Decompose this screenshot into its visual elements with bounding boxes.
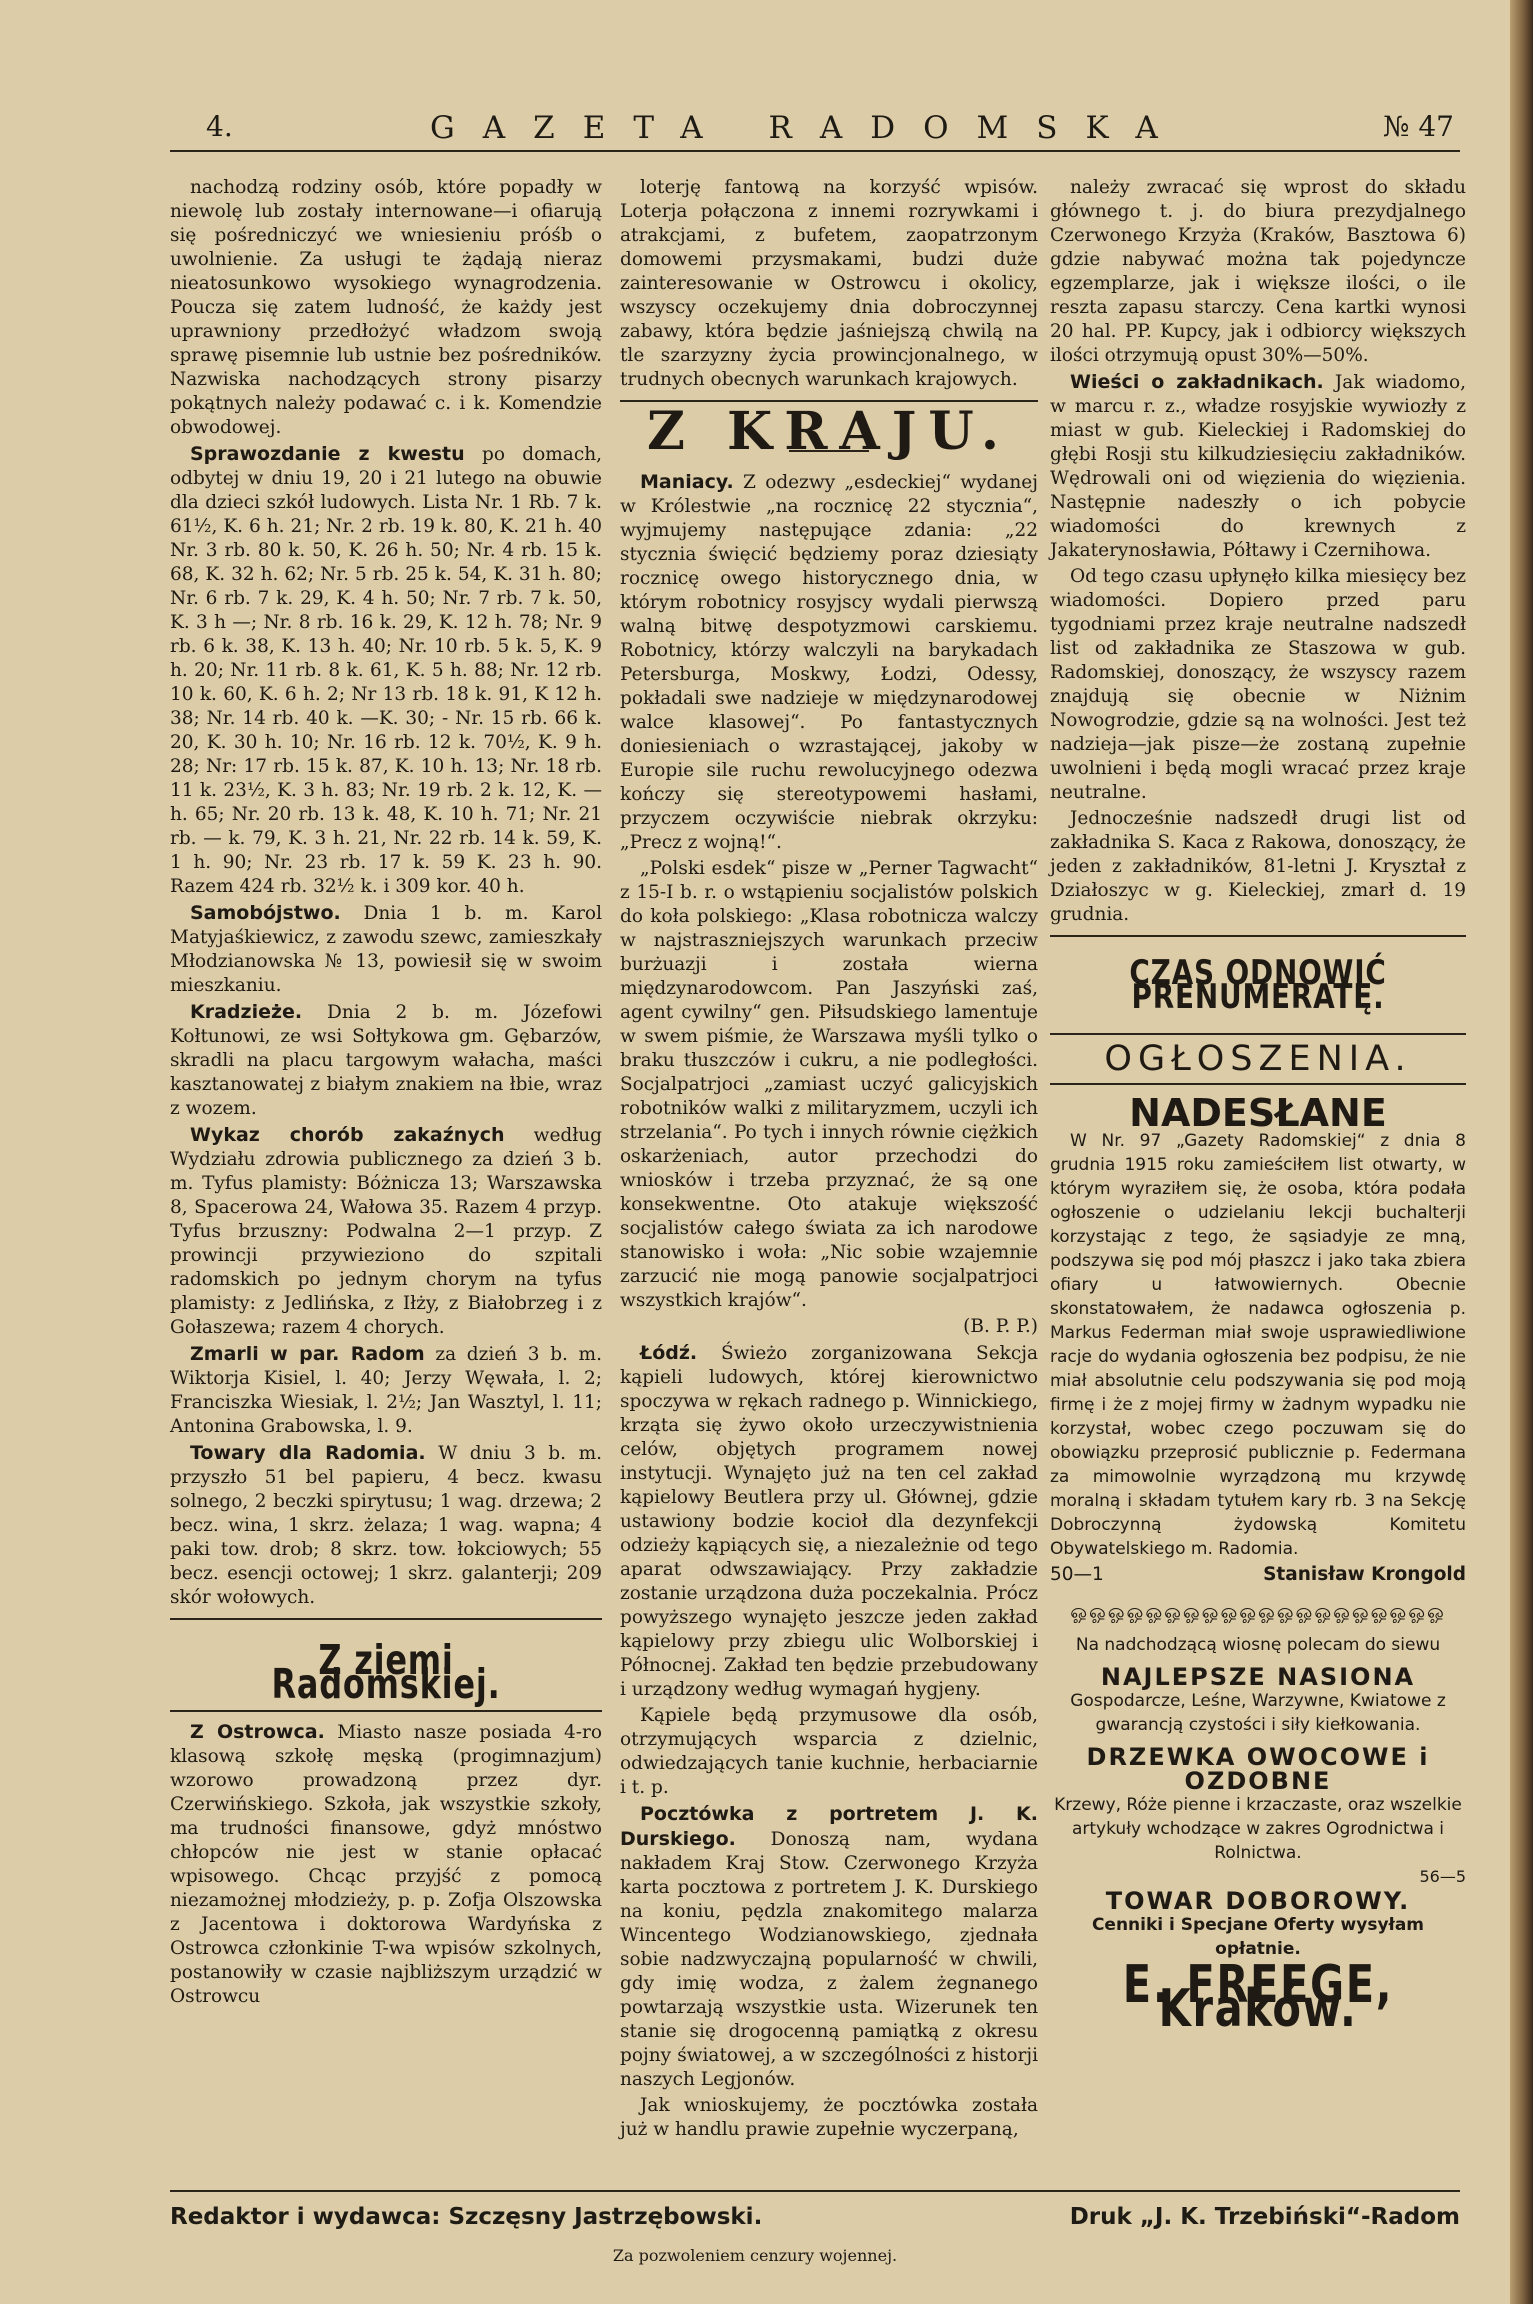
article-text: W dniu 3 b. m. przyszło 51 bel papieru, 4 becz. kwasu solnego, 2 beczki spirytusu; 1 wag. drzewa; 2 becz. wina, 1 skrz. żelaza; 1 wag. wapna; 4 paki tow. drob; 8 skrz. tow. łokciowych; 55 becz. esencji octowej; 1 skrz. galanterji; 209 skór wołowych. xyxy=(170,1443,602,1608)
article-text: Jak wnioskujemy, że pocztówka została już w handlu prawie zupełnie wyczerpaną, xyxy=(620,2095,1038,2140)
page-edge xyxy=(1510,0,1533,2304)
article-maniacy xyxy=(620,470,1038,855)
article-text: „Polski esdek“ pisze w „Perner Tagwacht“ z 15-I b. r. o wstąpieniu socjalistów polskich do koła polskiego: „Klasa robotnicza walczy w najstraszniejszych warunkach przeciw burżuazji i została wierna międzynarodowcom. Pan Jaszyński zaś, agent cywilny“ gen. Piłsudskiego lamentuje w swem piśmie, że Warszawa myśli tylko o braku tłuszczów i cukru, a nie podległości. Socjalpatrjoci „zamiast uczyć galicyjskich robotników walki z militaryzmem, uczyli ich strzelania“. Po tych i innych równie ciężkich oskarżeniach, autor przechodzi do wniosków i trzeba przyznać, że są one konsekwentne. Oto atakuje większość socjalistów całego świata za ich narodowe stanowisko i woła: „Nic sobie wzajemnie zarzucić nie mogą panowie socjalpatrjoci wszystkich krajów“. xyxy=(620,858,1038,1311)
article-text: Kąpiele będą przymusowe dla osób, otrzymujących wsparcia z dzielnic, odwiedzających tanie kuchnie, herbaciarnie i t. p. xyxy=(620,1705,1038,1798)
footer-rule xyxy=(170,2190,1460,2192)
article-wiesci xyxy=(1050,370,1466,563)
newspaper-title: GAZETA RADOMSKA xyxy=(430,110,1186,146)
ad-nasiona: NAJLEPSZE NASIONA xyxy=(1100,1663,1416,1691)
ad-intro: Na nadchodzącą wiosnę polecam do siewu xyxy=(1075,1635,1441,1655)
page-number: 4. xyxy=(206,110,233,143)
ads-heading: OGŁOSZENIA. xyxy=(1104,1039,1412,1079)
ad-cenniki: Cenniki i Specjane Oferty wysyłam opłatnie. xyxy=(1091,1915,1425,1959)
masthead xyxy=(170,106,1460,146)
article-pocztowka xyxy=(620,1802,1038,2092)
article-text: loterję fantową na korzyść wpisów. Loterja połączona z innemi rozrywkami i atrakcjami, z bufetem, zaopatrzonym domowemi przysmakami, budzi duże zainteresowanie w Ostrowcu i okolicy, wszyscy oczekujemy dnia dobroczynnej zabawy, która będzie jaśniejszą chwilą na tle szarzyzny życia prowincjonalnego, w trudnych obecnych warunkach krajowych. xyxy=(620,177,1038,390)
section-rule xyxy=(170,1710,602,1712)
ref-number: 50—1 xyxy=(1050,1564,1104,1585)
section-heading-z-ziemi: Z ziemi Radomskiej. xyxy=(271,1636,501,1708)
article-text: Z odezwy „esdeckiej“ wydanej w Królestwie „na rocznicę 22 stycznia“, wyjmujemy następujące zdania: „22 stycznia święcić będziemy poraz dziesiąty rocznicę owego historycznego dnia, w którym robotnicy rosyjscy wydali pierwszą walną bitwę despotyzmowi carskiemu. Robotnicy, którzy walczyli na barykadach Petersburga, Moskwy, Łodzi, Odessy, pokładali swe nadzieje w międzynarodowej walce klasowej“. Po fantastycznych doniesieniach o wzrastającej, jakoby w Europie sile ruchu rewolucyjnego odezwa kończy się stereotypowemi hasłami, przyczem oczywiście niebrak okrzyku: „Precz z wojną!“. xyxy=(620,472,1038,853)
article-text: według Wydziału zdrowia publicznego za dzień 3 b. m. Tyfus plamisty: Bóżnicza 13; Warszawska 8, Spacerowa 24, Wałowa 35. Razem 4 przyp. Tyfus brzuszny: Podwalna 2—1 przyp. Z prowincji przywieziono do szpitali radomskich po jednym chorym na tyfus plamisty: z Jedlińska, z Iłży, z Białobrzeg i z Gołaszewa; razem 4 chorych. xyxy=(170,1125,602,1338)
printer-line: Druk „J. K. Trzebiński“-Radom xyxy=(1069,2204,1460,2230)
column-3 xyxy=(1050,176,1466,2039)
section-rule xyxy=(170,1618,602,1620)
byline: (B. P. P.) xyxy=(963,1316,1038,1337)
masthead-rule xyxy=(170,150,1460,152)
signature: Stanisław Krongold xyxy=(1263,1564,1466,1585)
article-heading: Kradzieże. xyxy=(190,1001,303,1023)
article-text: Od tego czasu upłynęło kilka miesięcy bez wiadomości. Dopiero przed paru tygodniami przez kraje neutralne nadszedł list od zakładnika ze Staszowa w gub. Radomskiej, donoszący, że wszyscy razem znajdują się obecnie w Niżnim Nowogrodzie, gdzie są na wolności. Jest też nadzieja—jak pisze—że zostaną zupełnie uwolnieni i będą mogli wracać przez kraje neutralne. xyxy=(1050,566,1466,803)
section-heading-z-kraju: Z KRAJU. xyxy=(646,401,1012,462)
ad-ref: 56—5 xyxy=(1419,1867,1466,1886)
article-heading: Pocztówka z portretem J. K. Durskiego. xyxy=(620,1803,1038,1850)
article-heading: Wykaz chorób zakaźnych xyxy=(190,1124,505,1146)
ornamental-border: ஓஓஓஓஓஓஓஓஓஓஓஓஓஓஓஓஓஓஓஓ xyxy=(1070,1599,1446,1623)
article-text: po domach, odbytej w dniu 19, 20 i 21 lutego na obuwie dla dzieci szkół ludowych. Lista Nr. 1 Rb. 7 k. 61½, K. 6 h. 21; Nr. 2 rb. 19 k. 80, K. 21 h. 40 Nr. 3 rb. 80 k. 50, K. 26 h. 50; Nr. 4 rb. 15 k. 68, K. 32 h. 62; Nr. 5 rb. 25 k. 54, K. 31 h. 80; Nr. 6 rb. 7 k. 29, K. 4 h. 50; Nr. 7 rb. 7 k. 50, K. 3 h —; Nr. 8 rb. 16 k. 29, K. 12 h. 78; Nr. 9 rb. 6 k. 38, K. 13 h. 40; Nr. 10 rb. 5 k. 5, K. 9 h. 20; Nr. 11 rb. 8 k. 61, K. 5 h. 88; Nr. 12 rb. 10 k. 60, K. 6 h. 2; Nr 13 rb. 18 k. 91, K 12 h. 38; Nr. 14 rb. 40 k. —K. 30; - Nr. 15 rb. 66 k. 20, K. 30 h. 10; Nr. 16 rb. 12 k. 70½, K. 9 h. 28; Nr: 17 rb. 15 k. 87, K. 10 h. 13; Nr. 18 rb. 11 k. 23½, K. 3 h. 83; Nr. 19 rb. 2 k. 12, K. — h. 65; Nr. 20 rb. 13 k. 48, K. 10 h. 71; Nr. 21 rb. — k. 79, K. 3 h. 21, Nr. 22 rb. 14 k. 59, K. 1 h. 90; Nr. 23 rb. 17 k. 59 K. 23 h. 90. Razem 424 rb. 32½ k. i 309 kor. 40 h. xyxy=(170,444,602,897)
article-text: Jak wiadomo, w marcu r. z., władze rosyjskie wywiozły z miast w gub. Kieleckiej i Radomskiej do głębi Rosji stu kilkudziesięciu zakładników. Wędrowali oni od więzienia do więzienia. Następnie nadeszły o ich pobycie wiadomości do krewnych z Jakaterynosławia, Półtawy i Czernihowa. xyxy=(1050,372,1466,561)
article-ostrowca xyxy=(170,1720,602,2009)
article-heading: Towary dla Radomia. xyxy=(190,1442,426,1464)
article-lodz xyxy=(620,1341,1038,1702)
ad-drzewka-desc: Krzewy, Róże pienne i krzaczaste, oraz wszelkie artykuły wchodzące w zakres Ogrodnictwa i Rolnictwa. xyxy=(1054,1795,1462,1863)
article-samobojstwo xyxy=(170,901,602,998)
article-text: Dnia 2 b. m. Józefowi Kołtunowi, ze wsi Sołtykowa gm. Gębarzów, skradli na placu targowym wałacha, maści kasztanowatej z białym znakiem na łbie, wraz z wozem. xyxy=(170,1002,602,1119)
nadeslane-footer xyxy=(1050,1563,1466,1589)
article-heading: Maniacy. xyxy=(640,471,734,493)
nadeslane-text: W Nr. 97 „Gazety Radomskiej“ z dnia 8 grudnia 1915 roku zamieściłem list otwarty, w którym wyraziłem się, że osoba, która podała ogłoszenie o udzielaniu lekcji buchalterji korzystając z tego, że sąsiadyje ze mną, podszywa się pod mój płaszcz i jako taka zbiera ofiary u łatwowiernych. Obecnie skonstatowałem, że nadawca ogłoszenia p. Markus Federman miał swoje usprawiedliwione racje do wydania ogłoszenia bez podpisu, że nie miał absolutnie celu podszywania się pod moją firmę i że z mojej firmy w żadnym wypadku nie korzystał, wobec czego poczuwam się do obowiązku przeprosić publicznie p. Federmana za mimowolnie wyrządzoną mu krzywdę moralną i składam tytułem kary rb. 3 na Sekcję Dobroczynną żydowską Komitetu Obywatelskiego m. Radomia. xyxy=(1050,1131,1466,1559)
article-text: nachodzą rodziny osób, które popadły w niewolę lub zostały internowane—i ofiarują się pośredniczyć we wniesieniu próśb o uwolnienie. Za usługi te żądają nieraz nieatosunkowo wysokiego wynagrodzenia. Poucza się zatem ludność, że każdy jest uprawniony przedłożyć władzom swoją sprawę pisemnie lub ustnie bez pośredników. Nazwiska nachodzących strony pisarzy pokątnych należy podawać c. i k. Komendzie obwodowej. xyxy=(170,177,602,438)
section-rule xyxy=(1050,1083,1466,1085)
article-wykaz xyxy=(170,1123,602,1340)
article-kradzieze xyxy=(170,1000,602,1121)
article-zmarli xyxy=(170,1342,602,1439)
subscription-banner: CZAS ODNOWIĆ PRENUMERATĘ. xyxy=(1129,953,1387,1017)
article-heading: Łódź. xyxy=(640,1342,698,1364)
article-heading: Sprawozdanie z kwestu xyxy=(190,443,465,465)
article-heading: Zmarli w par. Radom xyxy=(190,1343,425,1365)
article-text: Jednocześnie nadszedł drugi list od zakładnika S. Kaca z Rakowa, donoszący, że jeden z zakładników, 81-letni J. Kryształ z Działoszyc w g. Kieleckiej, zmarł d. 19 grudnia. xyxy=(1050,808,1466,925)
column-2 xyxy=(620,176,1038,2144)
article-towary xyxy=(170,1441,602,1610)
article-text: za dzień 3 b. m. Wiktorja Kisiel, l. 40; Jerzy Węwała, l. 2; Franciszka Wiesiak, l. 2½; Jan Wasztyl, l. 11; Antonina Grabowska, l. 9. xyxy=(170,1344,602,1437)
censorship-note: Za pozwoleniem cenzury wojennej. xyxy=(612,2246,898,2265)
column-1 xyxy=(170,176,602,2011)
issue-number: № 47 xyxy=(1382,110,1454,143)
article-heading: Wieści o zakładnikach. xyxy=(1070,371,1324,393)
nadeslane-heading: NADESŁANE xyxy=(1129,1091,1387,1135)
article-sprawozdanie xyxy=(170,442,602,899)
ad-drzewka: DRZEWKA OWOCOWE i OZDOBNE xyxy=(1086,1743,1430,1795)
advert-freege xyxy=(1050,1633,1466,2039)
article-heading: Samobójstwo. xyxy=(190,902,341,924)
article-text: Świeżo zorganizowana Sekcja kąpieli ludowych, której kierownictwo spoczywa w rękach radnego p. Winnickiego, krząta się żywo około urzeczywistnienia celów, objętych programem nowej instytucji. Wynajęto już na ten cel zakład kąpielowy Beutlera przy ul. Głównej, gdzie ustawiony bodzie kocioł dla dezynfekcji odzieży kąpiących się, a niezależnie od tego aparat odwszawiający. Przy zakładzie zostanie urządzona duża poczekalnia. Prócz powyższego wynajęto jeszcze jeden zakład kąpielowy przy zbiegu ulic Wolborskiej i Północnej. Zakład ten będzie przebudowany i urządzony według wymagań hygjeny. xyxy=(620,1343,1038,1700)
ad-towar: TOWAR DOBOROWY. xyxy=(1105,1887,1411,1915)
ad-nasiona-desc: Gospodarcze, Leśne, Warzywne, Kwiatowe z gwarancją czystości i siły kiełkowania. xyxy=(1070,1691,1446,1735)
editor-line: Redaktor i wydawca: Szczęsny Jastrzębowski. xyxy=(170,2204,763,2230)
section-rule xyxy=(1050,935,1466,937)
article-text: Miasto nasze posiada 4-ro klasową szkołę męską (progimnazjum) wzorowo prowadzoną przez dyr. Czerwińskiego. Szkoła, jak wszystkie szkoły, ma trudności finansowe, gdyż mnóstwo chłopców nie jest w stanie opłacać wpisowego. Chcąc przyjść z pomocą niezamożnej młodzieży, p. p. Zofja Olszowska z Jacentowa i doktorowa Wardyńska z Ostrowca członkinie T-wa wpisów szkolnych, postanowiły w czasie najbliższym urządzić w Ostrowcu xyxy=(170,1722,602,2007)
article-text: Donoszą nam, wydana nakładem Kraj Stow. Czerwonego Krzyża karta pocztowa z portretem J. K. Durskiego na koniu, pędzla znakomitego malarza Wincentego Wodzianowskiego, zjednała sobie nadzwyczajną popularność w chwili, gdy imię wodza, z żalem żegnanego powtarzają wszystkie usta. Wizerunek ten stanie się drogocenną pamiątką z okresu pojny światowej, a w szczególności z historji naszych Legjonów. xyxy=(620,1829,1038,2090)
ad-freege: E. FREEGE, Kraków. xyxy=(1122,1955,1394,2039)
article-heading: Z Ostrowca. xyxy=(190,1721,325,1743)
article-text: należy zwracać się wprost do składu głównego t. j. do biura prezydjalnego Czerwonego Krzyża (Kraków, Basztowa 6) gdzie nabywać można tak pojedyncze egzemplarze, jak i większe ilości, o ile reszta zapasu starczy. Cena kartki wynosi 20 hal. PP. Kupcy, jak i odbiorcy większych ilości otrzymują opust 30%—50%. xyxy=(1050,177,1466,366)
section-rule xyxy=(1050,1033,1466,1035)
article-text: Dnia 1 b. m. Karol Matyjaśkiewicz, z zawodu szewc, zamieszkały Młodzianowska № 13, powiesił się w swoim mieszkaniu. xyxy=(170,903,602,996)
